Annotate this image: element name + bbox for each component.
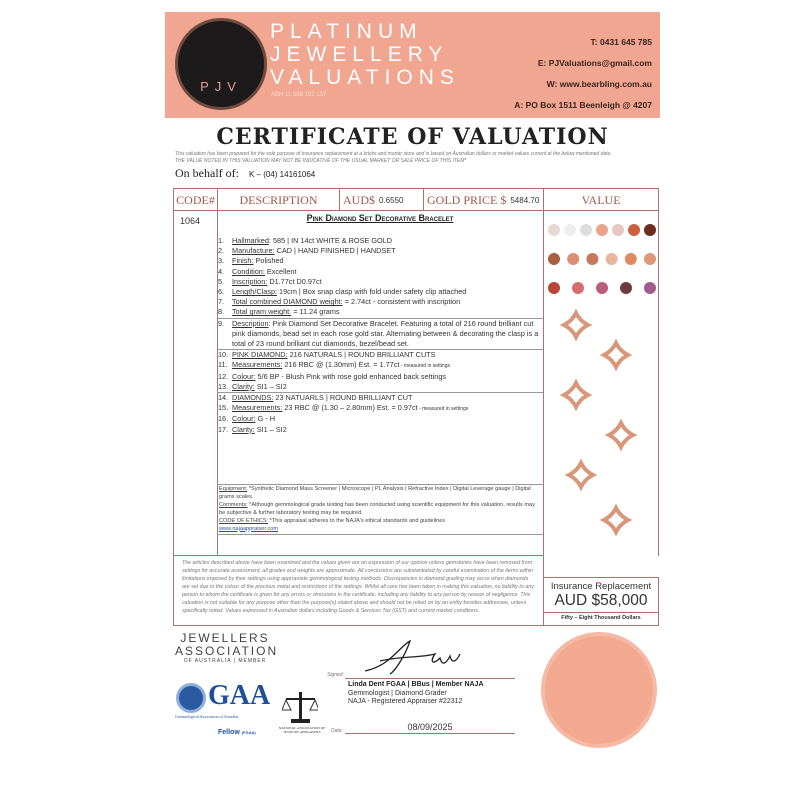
item-value: : 585 | IN 14ct WHITE & ROSE GOLD	[268, 236, 393, 245]
item-code: 1064	[180, 216, 201, 226]
detail-item	[218, 307, 543, 317]
comments-text: *Although gemmological grade testing has been conducted using scientific equipment for this valuation, results may be subjective & further laboratory testing may be required.	[219, 501, 535, 516]
behalf-value: K – (04) 14161064	[248, 170, 316, 179]
detail-item	[218, 349, 543, 360]
signatory-name: Linda Dent FGAA | BBus | Member NAJA	[348, 681, 484, 688]
item-value: 216 NATURALS | ROUND BRILLIANT CUTS	[287, 350, 436, 360]
item-value: CAD | HAND FINISHED | HANDSET	[274, 246, 396, 256]
gaa-diamond-icon	[176, 683, 206, 713]
grade-swatch	[548, 253, 560, 265]
item-text	[232, 319, 543, 350]
grade-swatch	[596, 224, 608, 236]
gold-header	[424, 189, 544, 211]
item-text	[232, 277, 322, 287]
colour-grade-chart	[544, 214, 658, 302]
phone: T: 0431 645 785	[590, 37, 652, 47]
item-key: PINK DIAMOND:	[232, 350, 288, 360]
detail-item	[218, 256, 543, 266]
description-header: DESCRIPTION	[218, 189, 340, 211]
item-text	[232, 256, 284, 266]
signatory-registration: NAJA - Registered Appraiser #22312	[348, 698, 463, 705]
grade-swatch	[564, 224, 576, 236]
on-behalf-of	[175, 166, 315, 181]
item-value: SI1 – SI2	[254, 381, 287, 391]
item-value: 5/6 BP - Blush Pink with rose gold enhanced back settings	[255, 371, 447, 381]
gold-value: 5484.70	[510, 195, 540, 205]
item-value: = 2.74ct - consistent with inscription	[342, 297, 461, 307]
grade-swatch	[567, 253, 579, 265]
item-text	[232, 236, 392, 246]
item-number: 6.	[218, 287, 225, 297]
item-key: Total gram weight:	[232, 307, 292, 317]
detail-item	[218, 267, 543, 277]
item-value: 19cm | Box snap clasp with fold under safety clip attached	[277, 287, 467, 297]
item-text	[232, 287, 466, 297]
brand-line: JEWELLERY	[270, 43, 449, 66]
detail-item	[218, 236, 543, 246]
abn: ABN 11 588 192 137	[271, 92, 327, 98]
fellow-label	[218, 729, 256, 736]
aud-value: 0.6550	[379, 195, 404, 205]
date-label: Date:	[331, 728, 343, 734]
ethics-label: CODE OF ETHICS:	[219, 517, 269, 524]
signature	[360, 636, 470, 678]
grade-swatch	[548, 282, 560, 294]
brand-name	[270, 20, 460, 89]
bracelet-star	[569, 463, 593, 487]
signatory	[348, 681, 484, 707]
item-text	[232, 246, 396, 256]
item-text	[232, 425, 287, 435]
item-key: Description	[232, 318, 269, 328]
item-value: D1.77ct D0.97ct	[267, 276, 322, 286]
jewellers-association-logo	[175, 631, 279, 664]
bracelet-star	[564, 383, 588, 407]
item-suffix: - measured in settings	[399, 363, 450, 370]
item-number: 11.	[218, 360, 228, 370]
comments-label: Comments:	[219, 501, 248, 508]
grade-swatch	[644, 282, 656, 294]
item-value: Excellent	[264, 266, 297, 276]
detail-item	[218, 425, 543, 435]
item-details	[218, 236, 543, 435]
item-value: 23 RBC @ (1.30 – 2.80mm) Est. = 0.97ct	[282, 403, 418, 413]
item-key: Clarity:	[232, 381, 255, 391]
item-text	[232, 382, 287, 392]
item-text	[232, 414, 275, 424]
item-number: 3.	[218, 256, 225, 266]
equipment-label: Equipment:	[219, 486, 248, 492]
item-number: 14.	[218, 393, 229, 403]
grade-swatch	[628, 224, 640, 236]
naja-link[interactable]: www.najaappraiser.com	[219, 525, 279, 532]
aud-label: AUD$	[343, 192, 375, 207]
address: A: PO Box 1511 Beenleigh @ 4207	[514, 100, 652, 110]
fellow-sub: (FGAA)	[241, 730, 256, 735]
item-value: 216 RBC @ (1.30mm) Est. = 1.77ct	[282, 360, 400, 370]
signed-label: Signed:	[327, 672, 344, 678]
item-text	[232, 307, 340, 317]
naja-logo-text: NATIONAL ASSOCIATION OF JEWELRY APPRAISERS	[278, 726, 326, 734]
detail-item	[218, 372, 543, 382]
item-number: 5.	[218, 276, 225, 286]
brand-line: PLATINUM	[270, 20, 423, 43]
code-header: CODE#	[174, 189, 218, 211]
gaa-logo: GAA	[208, 680, 271, 711]
behalf-label: On behalf of:	[175, 166, 239, 180]
contact-info	[514, 32, 652, 116]
item-text	[232, 360, 450, 371]
ja-line: JEWELLERS	[180, 631, 270, 645]
item-key: Condition:	[232, 266, 265, 276]
item-key: Length/Clasp:	[232, 287, 278, 297]
item-suffix: - measured in settings	[417, 406, 469, 413]
logo-text: PJV	[200, 79, 242, 94]
gold-label: GOLD PRICE $	[427, 192, 507, 207]
grade-swatch	[548, 224, 560, 236]
letterhead	[165, 12, 660, 118]
signatory-role: Gemmologist | Diamond Grader	[348, 689, 447, 697]
value-header: VALUE	[581, 192, 621, 207]
item-key: Manufacture:	[232, 246, 275, 256]
ethics-text: *This appraisal adheres to the NAJA's ethical standards and guidelines	[268, 517, 446, 524]
item-text	[232, 297, 460, 307]
detail-item	[218, 414, 543, 424]
certificate-title: CERTIFICATE OF VALUATION	[216, 124, 609, 150]
gaa-subtitle: Gemmological Association of Australia	[175, 714, 239, 719]
detail-item	[218, 246, 543, 256]
naja-scales-icon	[282, 690, 318, 724]
item-number: 15.	[218, 403, 229, 413]
detail-item	[218, 403, 543, 414]
item-text	[232, 393, 412, 403]
item-value: 23 NATUARLS | ROUND BRILLIANT CUT	[273, 393, 413, 403]
grade-swatch	[625, 253, 637, 265]
grade-swatch	[620, 282, 632, 294]
bracelet-star	[604, 508, 628, 532]
item-key: Hallmarked	[232, 236, 269, 245]
table-header	[173, 188, 659, 211]
date-value: 08/09/2025	[407, 722, 453, 732]
bracelet-photo	[546, 305, 658, 550]
item-number: 2.	[218, 246, 225, 256]
notes	[217, 484, 543, 535]
item-value: : Pink Diamond Set Decorative Bracelet. Featuring a total of 216 round brilliant cut pink diamonds, bead set in each rose gold star. Alternating between & decorating the clasp is a total of 23 round brilliant cut diamonds, bezel/bead set.	[232, 318, 539, 349]
item-key: Measurements:	[232, 360, 283, 370]
fellow: Fellow	[218, 729, 240, 736]
item-number: 13.	[218, 381, 229, 391]
bottom-disclaimer: The articles described above have been examined and the values given are an expression of our opinion unless gemstones have been removed from settings for accurate assessment, all grades and weights are approximate. All conclusions are substantiated by careful examination of the items within limitations imposed by their settings using appropriate gemmological testing methods. Discrepancies in diamond grading may occur when diamonds are set due to the colour of the precious metal and restrictions of the settings. Whilst all care has been taken in making this valuation, no liability to any person to whom the certificate is given for any errors or omissions in the certificate, including any liability to any person by reason of negligence. This valuation is not suitable for any purpose other than the purpose(s) stated above and should not be relied on by an entity besides addressee, unless specifically noted. Values expressed in Australian dollars including Goods & Services Tax (GST) and current market conditions.	[182, 560, 534, 614]
item-number: 8.	[218, 307, 225, 317]
detail-item	[218, 297, 543, 307]
pjv-logo	[175, 18, 267, 110]
grade-swatch	[606, 253, 618, 265]
email: E: PJValuations@gmail.com	[537, 58, 652, 68]
item-number: 16.	[218, 414, 229, 424]
item-number: 1.	[218, 236, 225, 245]
item-key: DIAMONDS:	[232, 393, 274, 403]
item-number: 7.	[218, 297, 225, 307]
item-text	[232, 372, 446, 382]
bracelet-star	[604, 343, 628, 367]
insurance-words: Fifty – Eight Thousand Dollars	[544, 612, 658, 621]
item-number: 12.	[218, 371, 229, 381]
detail-item	[218, 318, 543, 350]
grade-swatch	[596, 282, 608, 294]
item-key: Clarity:	[232, 424, 255, 434]
grade-swatch	[644, 253, 656, 265]
item-value: G - H	[255, 414, 275, 424]
item-key: Measurements:	[232, 403, 283, 413]
item-text	[232, 403, 468, 414]
item-key: Total combined DIAMOND weight:	[232, 297, 343, 307]
insurance-amount: AUD $58,000	[554, 592, 648, 609]
detail-item	[218, 382, 543, 392]
item-title: Pink Diamond Set Decorative Bracelet	[306, 213, 454, 223]
brand-line: VALUATIONS	[270, 66, 460, 89]
grade-swatch	[612, 224, 624, 236]
item-value: = 11.24 grams	[291, 307, 340, 317]
insurance-label: Insurance Replacement	[550, 581, 652, 592]
item-number: 10.	[218, 350, 229, 360]
item-text	[232, 350, 436, 360]
equipment-text: *Synthetic Diamond Mass Screener | Microscope | PL Analysis | Refractive Index | Digital Leverage gauge | Digital grams scales.	[219, 486, 531, 500]
disclaimer-line: THE VALUE NOTED IN THIS VALUATION MAY NOT BE INDICATIVE OF THE USUAL MARKET OR SALE PRICE OF THIS ITEM*	[175, 157, 467, 164]
website: W: www.bearbling.com.au	[546, 79, 652, 89]
bracelet-star	[609, 423, 633, 447]
ja-line: OF AUSTRALIA | MEMBER	[183, 658, 267, 664]
item-value: SI1 – SI2	[254, 424, 287, 434]
certificate-seal	[545, 636, 653, 744]
detail-item	[218, 360, 543, 371]
grade-swatch	[644, 224, 656, 236]
grade-swatch	[580, 224, 592, 236]
grade-swatch	[572, 282, 584, 294]
item-key: Finish:	[232, 256, 254, 266]
item-value: Polished	[253, 256, 284, 266]
insurance-box	[543, 577, 659, 626]
grade-swatch	[586, 253, 598, 265]
detail-item	[218, 287, 543, 297]
item-text	[232, 267, 297, 277]
ja-line: ASSOCIATION	[175, 644, 279, 658]
item-number: 4.	[218, 266, 225, 276]
detail-item	[218, 392, 543, 403]
item-number: 17.	[218, 424, 229, 434]
aud-header	[340, 189, 424, 211]
bracelet-star	[564, 313, 588, 337]
item-key: Colour:	[232, 414, 256, 424]
disclaimer-line: This valuation has been prepared for the sole purpose of insurance replacement at a bricks and mortar store and is based on Australian dollars or market values current at the below mentioned date.	[175, 151, 612, 157]
bottom-disclaimer-box	[173, 555, 544, 626]
detail-item	[218, 277, 543, 287]
item-number: 9.	[218, 318, 225, 328]
item-key: Colour:	[232, 371, 256, 381]
item-key: Inscription:	[232, 276, 268, 286]
top-disclaimer	[175, 151, 660, 164]
